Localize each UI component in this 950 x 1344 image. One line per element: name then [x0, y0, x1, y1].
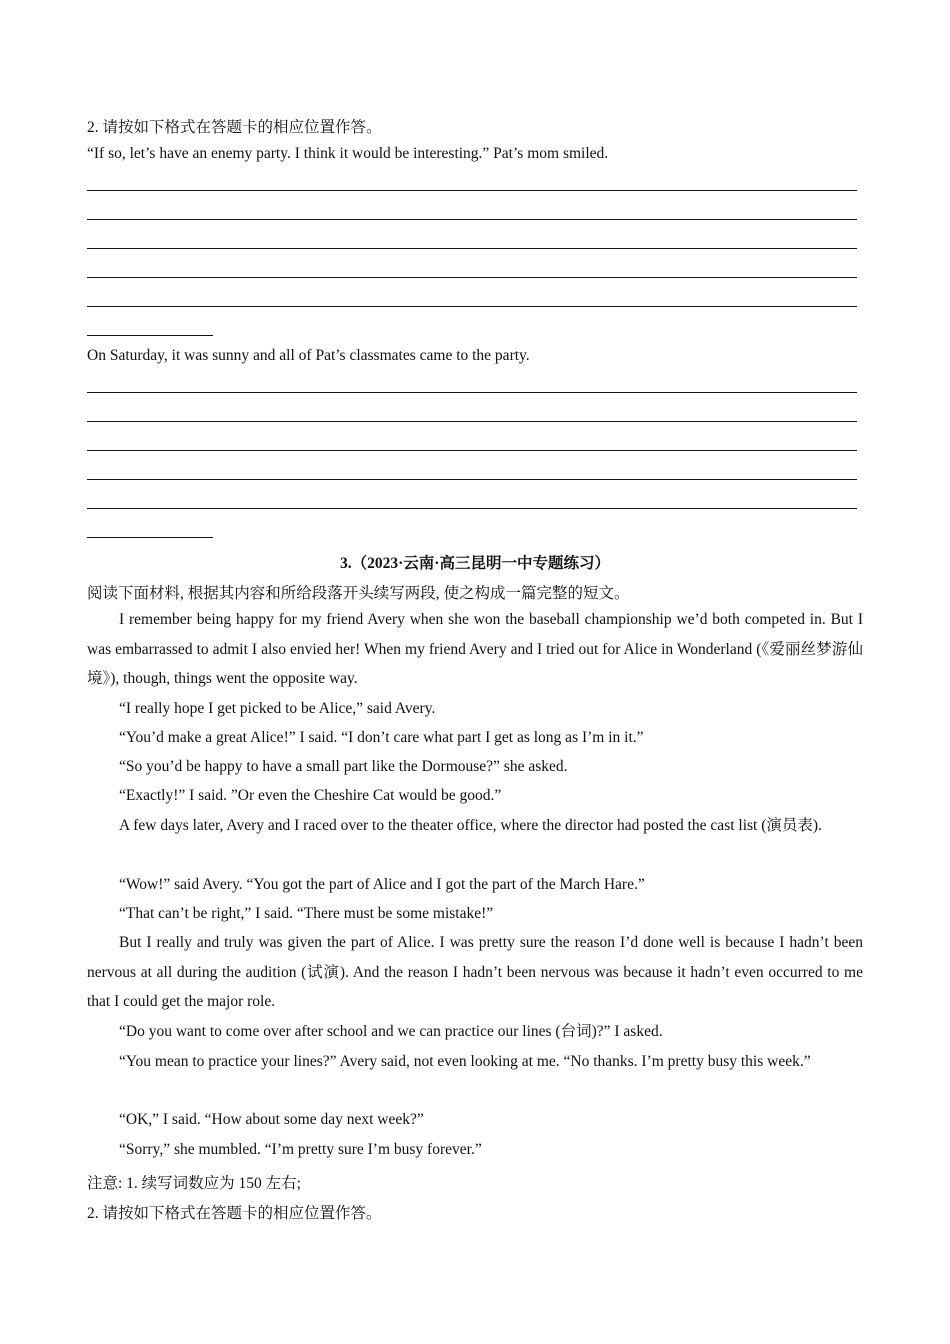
- answer-line: [87, 190, 857, 191]
- answer-line: [87, 479, 857, 480]
- answer-line: [87, 508, 857, 509]
- story-paragraph: “OK,” I said. “How about some day next week?”: [119, 1111, 424, 1128]
- format-note-2: 2. 请按如下格式在答题卡的相应位置作答。: [87, 1205, 382, 1222]
- story-paragraph: “Sorry,” she mumbled. “I’m pretty sure I’m busy forever.”: [119, 1141, 482, 1158]
- instruction: 阅读下面材料, 根据其内容和所给段落开头续写两段, 使之构成一篇完整的短文。: [87, 585, 630, 602]
- story-paragraph: “So you’d be happy to have a small part like the Dormouse?” she asked.: [119, 758, 568, 775]
- question-heading: 3.（2023·云南·高三昆明一中专题练习）: [340, 555, 610, 572]
- story-paragraph: “You mean to practice your lines?” Avery said, not even looking at me. “No thanks. I’m pretty busy this week.”: [119, 1053, 811, 1070]
- answer-line: [87, 421, 857, 422]
- story-paragraph: “Exactly!” I said. ”Or even the Cheshire Cat would be good.”: [119, 787, 502, 804]
- paragraph-1-start: “If so, let’s have an enemy party. I think it would be interesting.” Pat’s mom smiled.: [87, 145, 609, 162]
- answer-line: [87, 450, 857, 451]
- answer-line: [87, 306, 857, 307]
- story-paragraph: “That can’t be right,” I said. “There must be some mistake!”: [119, 905, 494, 922]
- word-count-note: 注意: 1. 续写词数应为 150 左右;: [87, 1175, 301, 1192]
- answer-line: [87, 277, 857, 278]
- paragraph-2-start: On Saturday, it was sunny and all of Pat’s classmates came to the party.: [87, 347, 530, 364]
- answer-line: [87, 219, 857, 220]
- answer-line-short: [87, 335, 213, 336]
- story-paragraph: “I really hope I get picked to be Alice,” said Avery.: [119, 700, 436, 717]
- answer-line-short: [87, 537, 213, 538]
- story-paragraph: “Do you want to come over after school and we can practice our lines (台词)?” I asked.: [119, 1023, 663, 1040]
- answer-line: [87, 392, 857, 393]
- story-paragraph: “Wow!” said Avery. “You got the part of Alice and I got the part of the March Hare.”: [119, 876, 645, 893]
- story-paragraph: A few days later, Avery and I raced over to the theater office, where the director had posted the cast list (演员表).: [119, 817, 822, 834]
- format-note: 2. 请按如下格式在答题卡的相应位置作答。: [87, 119, 382, 136]
- story-paragraph: I remember being happy for my friend Avery when she won the baseball championship we’d both competed in. But I was embarrassed to admit I also envied her! When my friend Avery and I tried out for Alice in Wonderland (《爱丽丝梦游仙境》), though, things went the opposite way.: [87, 611, 863, 687]
- answer-line: [87, 248, 857, 249]
- story-paragraph: But I really and truly was given the part of Alice. I was pretty sure the reason I’d done well is because I hadn’t been nervous at all during the audition (试演). And the reason I hadn’t been nervous was because it hadn’t even occurred to me that I could get the major role.: [87, 934, 863, 1010]
- story-paragraph: “You’d make a great Alice!” I said. “I don’t care what part I get as long as I’m in it.”: [119, 729, 644, 746]
